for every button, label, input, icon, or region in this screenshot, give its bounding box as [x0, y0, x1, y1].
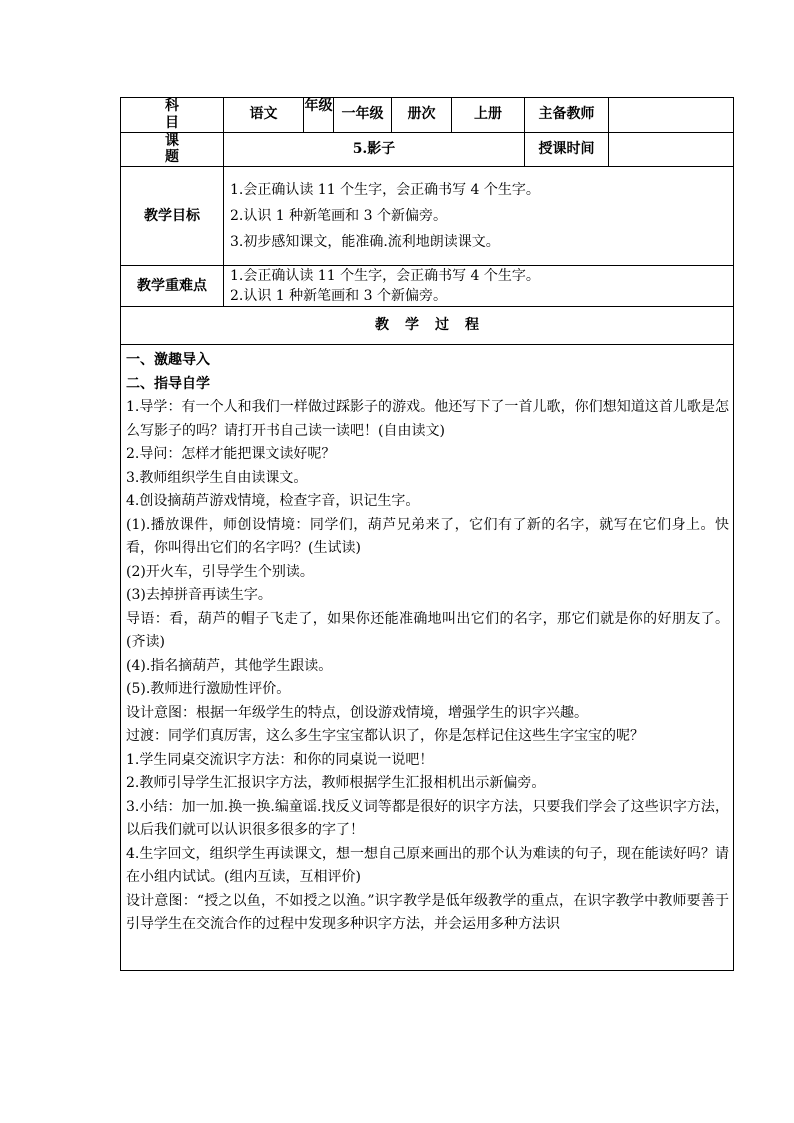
process-paragraph: 1.导学：有一个人和我们一样做过踩影子的游戏。他还写下了一首儿歌，你们想知道这首儿歌是怎么写影子的吗？请打开书自己读一读吧！(自由读文): [126, 399, 729, 439]
key-points-row: [121, 266, 734, 307]
key-points-content: [224, 266, 734, 307]
grade-value: 一年级: [334, 98, 392, 133]
process-paragraph: (3)去掉拼音再读生字。: [126, 587, 272, 604]
process-content-row: [121, 345, 734, 971]
process-paragraph: (5).教师进行激励性评价。: [126, 681, 291, 698]
topic-label: 课 题: [121, 132, 224, 167]
process-content: [121, 345, 734, 971]
key-point-item: 2.认识 1 种新笔画和 3 个新偏旁。: [230, 288, 447, 305]
goal-item: 2.认识 1 种新笔画和 3 个新偏旁。: [230, 208, 447, 225]
process-paragraph: (2)开火车，引导学生个别读。: [126, 563, 314, 580]
process-paragraph: 4.生字回文，组织学生再读课文，想一想自己原来画出的那个认为难读的句子，现在能读好吗？请在小组内试试。(组内互读，互相评价): [126, 845, 729, 886]
process-paragraph: 2.导问：怎样才能把课文读好呢？: [126, 446, 336, 463]
goal-item: 3.初步感知课文，能准确.流利地朗读课文。: [230, 234, 500, 251]
process-paragraph: 设计意图：“授之以鱼，不如授之以渔。”识字教学是低年级教学的重点，在识字教学中教师要善于引导学生在交流合作的过程中发现多种识字方法，并会运用多种方法识: [126, 892, 729, 933]
topic-value: 5.影子: [224, 132, 525, 167]
key-points-label: 教学重难点: [121, 266, 224, 307]
teacher-label: 主备教师: [525, 98, 609, 133]
goals-content: [224, 167, 734, 266]
process-paragraph: (4).指名摘葫芦，其他学生跟读。: [126, 657, 333, 674]
goals-label: 教学目标: [121, 167, 224, 266]
lesson-plan-document: [120, 97, 733, 971]
time-value: [609, 132, 734, 167]
process-paragraph: 4.创设摘葫芦游戏情境，检查字音，识记生字。: [126, 493, 420, 510]
volume-value: 上册: [452, 98, 525, 133]
process-paragraph: 3.小结：加一加.换一换.编童谣.找反义词等都是很好的识字方法，只要我们学会了这些识字方法，以后我们就可以认识很多很多的字了！: [126, 798, 729, 839]
process-title-row: [121, 307, 734, 345]
lesson-plan-table: [120, 97, 734, 971]
grade-label-cell: [304, 98, 334, 133]
volume-label: 册次: [392, 98, 452, 133]
goal-item: 1.会正确认读 11 个生字，会正确书写 4 个生字。: [230, 182, 540, 199]
process-paragraph: (1).播放课件，师创设情境：同学们，葫芦兄弟来了，它们有了新的名字，就写在它们身上。快看，你叫得出它们的名字吗？(生试读): [126, 516, 729, 557]
teacher-value: [609, 98, 734, 133]
subject-value: 语文: [224, 98, 304, 133]
goals-row: [121, 167, 734, 266]
process-title: 教学过程: [121, 307, 734, 345]
time-label: 授课时间: [525, 132, 609, 167]
process-paragraph: 设计意图：根据一年级学生的特点，创设游戏情境，增强学生的识字兴趣。: [126, 704, 588, 721]
process-heading: 二、指导自学: [126, 375, 210, 392]
key-point-item: 1.会正确认读 11 个生字，会正确书写 4 个生字。: [230, 268, 540, 285]
process-paragraph: 2.教师引导学生汇报识字方法，教师根据学生汇报相机出示新偏旁。: [126, 775, 546, 792]
topic-row: [121, 132, 734, 167]
grade-label: 年级: [304, 98, 333, 114]
process-paragraph: 3.教师组织学生自由读课文。: [126, 469, 308, 486]
header-row: [121, 98, 734, 133]
process-heading: 一、激趣导入: [126, 352, 210, 369]
process-paragraph: 过渡：同学们真厉害，这么多生字宝宝都认识了，你是怎样记住这些生字宝宝的呢？: [126, 728, 644, 745]
subject-label: 科 目: [121, 98, 224, 133]
process-paragraph: 1.学生同桌交流识字方法：和你的同桌说一说吧！: [126, 751, 434, 768]
process-paragraph: 导语：看，葫芦的帽子飞走了，如果你还能准确地叫出它们的名字，那它们就是你的好朋友了。(齐读): [126, 610, 729, 651]
